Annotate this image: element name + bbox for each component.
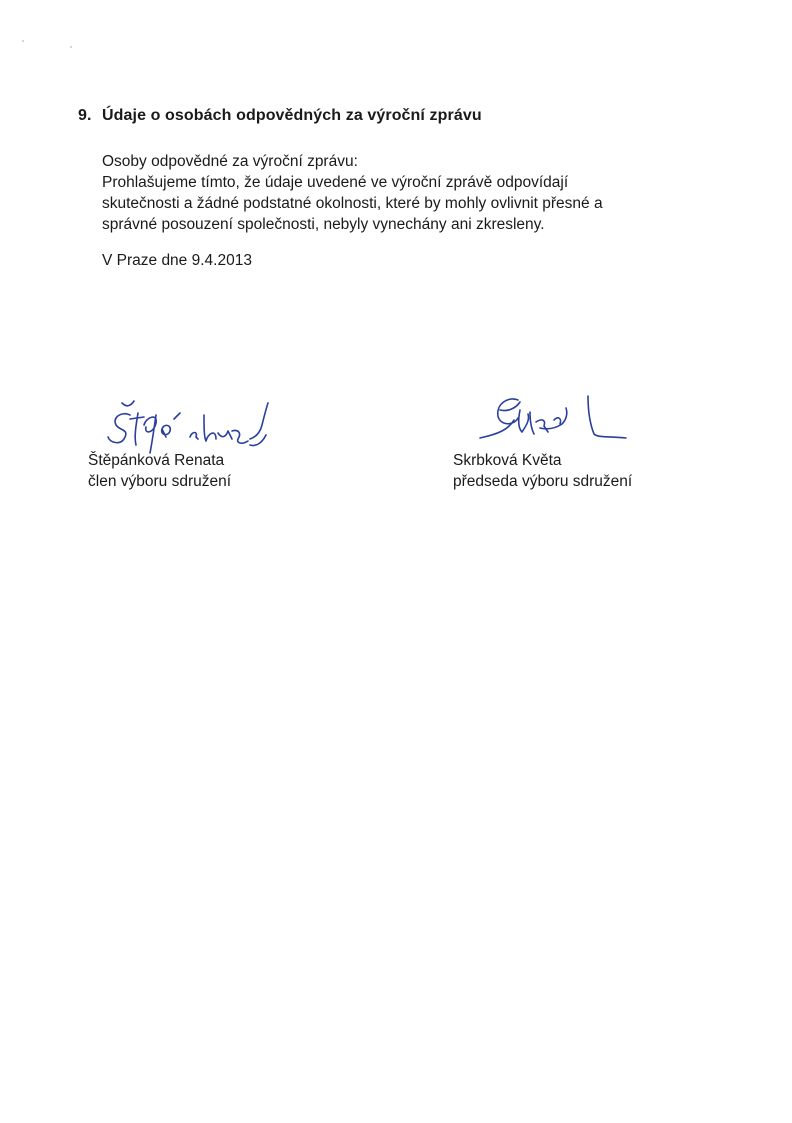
signatory-role: člen výboru sdružení <box>88 473 232 490</box>
declaration-line: správné posouzení společnosti, nebyly vynechány ani zkresleny. <box>102 216 545 233</box>
signature-right <box>478 390 628 450</box>
signature-left <box>100 395 275 457</box>
scan-speck <box>70 46 72 48</box>
declaration-intro: Osoby odpovědné za výroční zprávu: <box>102 153 358 170</box>
scan-speck <box>22 40 24 42</box>
signatory-name: Skrbková Květa <box>453 452 562 469</box>
declaration-line: Prohlašujeme tímto, že údaje uvedené ve výroční zprávě odpovídají <box>102 174 569 191</box>
signatory-role: předseda výboru sdružení <box>453 473 633 490</box>
signatory-right <box>453 450 632 492</box>
declaration-line: skutečnosti a žádné podstatné okolnosti, které by mohly ovlivnit přesné a <box>102 195 603 212</box>
signatory-left <box>88 450 231 492</box>
section-heading <box>78 107 482 125</box>
place-and-date: V Praze dne 9.4.2013 <box>102 252 252 269</box>
signatory-name: Štěpánková Renata <box>88 452 225 469</box>
section-title: Údaje o osobách odpovědných za výroční zprávu <box>102 107 482 124</box>
section-number: 9. <box>78 107 92 124</box>
